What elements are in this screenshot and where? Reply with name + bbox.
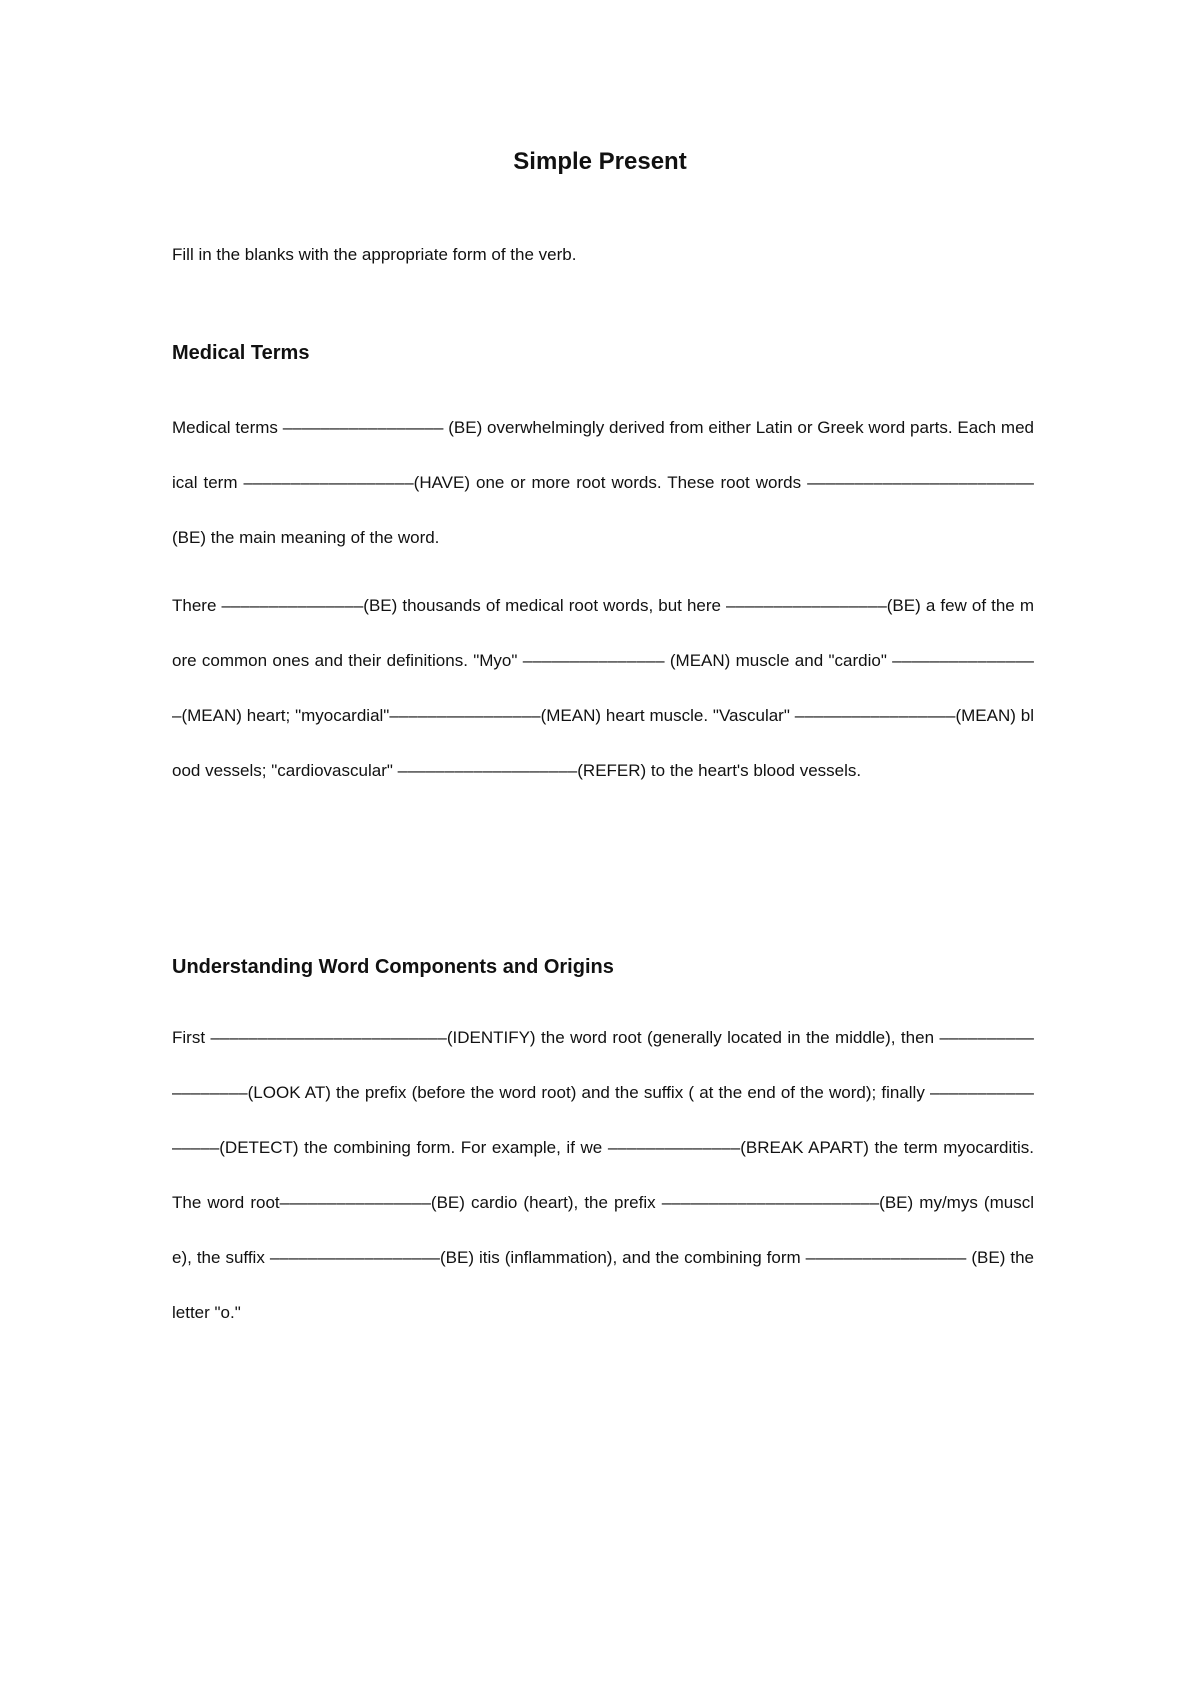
instructions-text: Fill in the blanks with the appropriate form of the verb. <box>172 245 577 264</box>
medical-terms-paragraph-2: There –––––––––––––––(BE) thousands of medical root words, but here –––––––––––––––––(BE) a few of the more common ones and their definitions. "Myo" ––––––––––––––– (MEAN) muscle and "cardio" ––––––––––––––––(MEAN) heart; "myocardial"––––––––––––––––(MEAN) heart muscle. "Vascular" –––––––––––––––––(MEAN) blood vessels; "cardiovascular" –––––––––––––––––––(REFER) to the heart's blood vessels. <box>172 596 1034 780</box>
medical-terms-paragraph-1: Medical terms ––––––––––––––––– (BE) overwhelmingly derived from either Latin or Greek word parts. Each medical term ––––––––––––––––––(HAVE) one or more root words. These root words ––––––––––––––––––––––––(BE) the main meaning of the word. <box>172 418 1034 547</box>
section-heading-medical-terms: Medical Terms <box>172 342 310 364</box>
word-components-paragraph: First –––––––––––––––––––––––––(IDENTIFY) the word root (generally located in the middle), then ––––––––––––––––––(LOOK AT) the prefix (before the word root) and the suffix ( at the end of the word); finally ––––––––––––––––(DETECT) the combining form. For example, if we ––––––––––––––(BREAK APART) the term myocarditis. The word root––––––––––––––––(BE) cardio (heart), the prefix –––––––––––––––––––––––(BE) my/mys (muscle), the suffix ––––––––––––––––––(BE) itis (inflammation), and the combining form ––––––––––––––––– (BE) the letter "o." <box>172 1028 1034 1322</box>
page-title: Simple Present <box>513 148 687 175</box>
section-heading-word-components: Understanding Word Components and Origins <box>172 956 614 978</box>
